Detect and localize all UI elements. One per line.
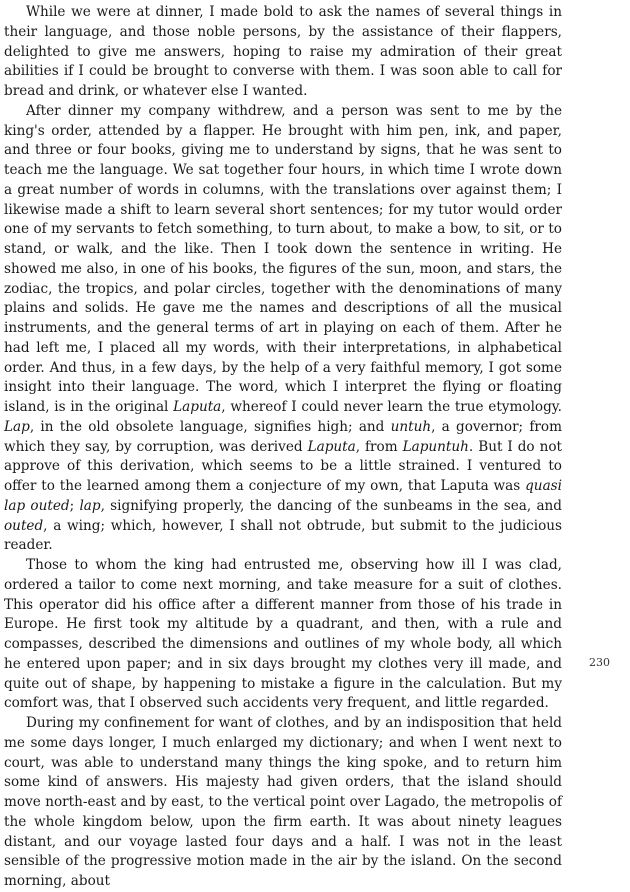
text-run: , a wing; which, however, I shall not obtrude, but submit to the judicious reader. — [4, 517, 562, 554]
page-number: 230 — [589, 656, 610, 669]
paragraph — [4, 714, 562, 892]
paragraph — [4, 556, 562, 714]
text-run: , in the old obsolete language, signifies high; and — [29, 418, 391, 435]
text-run: , a governor; from which they say, by corruption, was derived — [4, 418, 562, 455]
text-run: ; — [69, 497, 80, 514]
italic-term: quasi lap outed — [4, 478, 562, 514]
text-run: , whereof I could never learn the true etymology. — [221, 399, 562, 415]
text-run: , from — [355, 438, 403, 455]
text-run: While we were at dinner, I made bold to ask the names of several things in their language, and those noble persons, by the assistance of their flappers, delighted to give me answers, hoping to raise my admiration of their great abilities if I could be brought to converse with them. I was soon able to call for bread and drink, or whatever else I wanted. — [4, 4, 562, 99]
text-run: , signifying properly, the dancing of the sunbeams in the sea, and — [100, 497, 563, 514]
italic-term: untuh — [390, 418, 432, 435]
paragraph — [4, 102, 562, 556]
italic-term: outed — [4, 517, 44, 534]
text-run: Those to whom the king had entrusted me, observing how ill I was clad, ordered a tailor to come next morning, and take measure for a suit of clothes. This operator did his office after a different manner from those of his trade in Europe. He first took my altitude by a quadrant, and then, with a rule and compasses, described the dimensions and outlines of my whole body, all which he entered upon paper; and in six days brought my clothes very ill made, and quite out of shape, by happening to mistake a figure in the calculation. But my comfort was, that I observed such accidents very frequent, and little regarded. — [4, 557, 562, 712]
text-run: During my confinement for want of clothes, and by an indisposition that held me some days longer, I much enlarged my dictionary; and when I went next to court, was able to understand many things the king spoke, and to return him some kind of answers. His majesty had given orders, that the island should move north-east and by east, to the vertical point over Lagado, the metropolis of the whole kingdom below, upon the firm earth. It was about ninety leagues distant, and our voyage lasted four days and a half. I was not in the least sensible of the progressive motion made in the air by the island. On the second morning, about — [4, 715, 562, 889]
italic-term: lap — [79, 497, 101, 514]
italic-term: Lapuntuh — [402, 438, 469, 455]
italic-term: Lap — [4, 418, 30, 435]
text-run: . But I do not approve of this derivation, which seems to be a little strained. I ventured to offer to the learned among them a conjecture of my own, that Laputa was — [4, 438, 562, 494]
paragraph — [4, 3, 562, 102]
text-run: After dinner my company withdrew, and a person was sent to me by the king's order, attended by a flapper. He brought with him pen, ink, and paper, and three or four books, giving me to understand by signs, that he was sent to teach me the language. We sat together four hours, in which time I wrote down a great number of words in columns, with the translations over against them; I likewise made a shift to learn several short sentences; for my tutor would order one of my servants to fetch something, to turn about, to make a bow, to sit, or to stand, or walk, and the like. Then I took down the sentence in writing. He showed me also, in one of his books, the figures of the sun, moon, and stars, the zodiac, the tropics, and polar circles, together with the denominations of many plains and solids. He gave me the names and descriptions of all the musical instruments, and the general terms of art in playing on each of them. After he had left me, I placed all my words, with their interpretations, in alphabetical order. And thus, in a few days, by the help of a very faithful memory, I got some insight into their language. The word, which I interpret the flying or floating island, is in the original — [4, 102, 562, 415]
italic-term: Laputa — [307, 438, 356, 455]
italic-term: Laputa — [173, 399, 222, 415]
body-text — [4, 3, 562, 892]
